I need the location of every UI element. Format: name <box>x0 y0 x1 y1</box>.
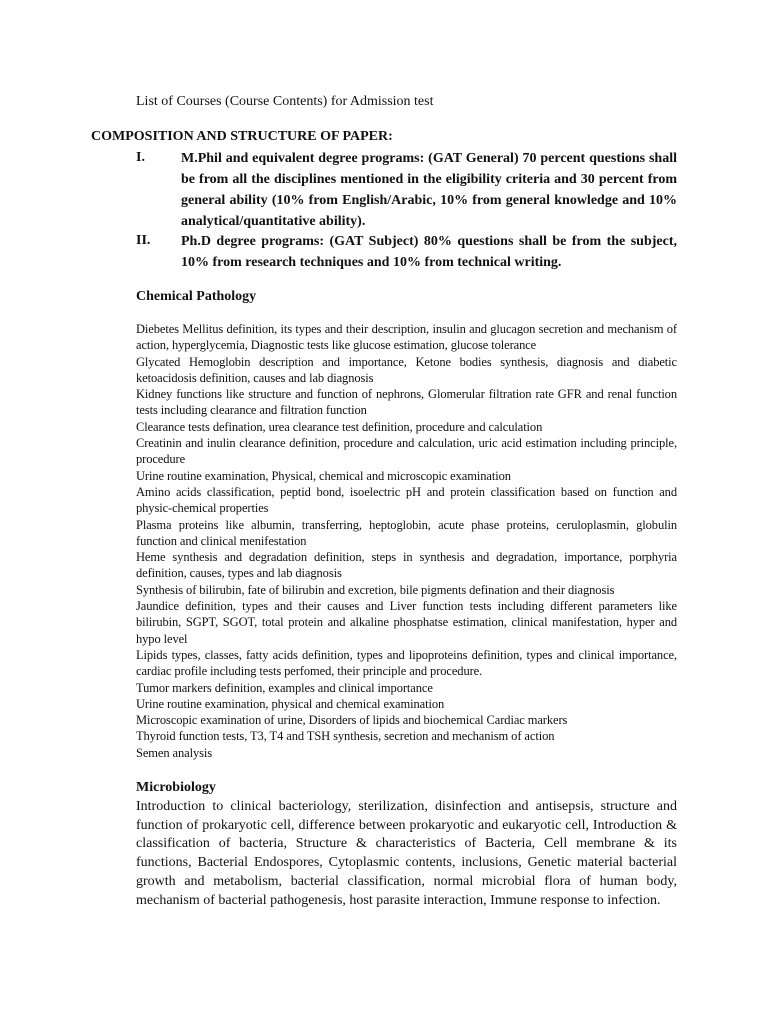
list-item: Clearance tests defination, urea clearance test definition, procedure and calculation <box>136 419 543 434</box>
chemical-pathology-list <box>136 321 677 761</box>
item-numeral: II. <box>136 233 151 248</box>
document-title: List of Courses (Course Contents) for Admission test <box>136 94 434 109</box>
list-item: Urine routine examination, Physical, chemical and microscopic examination <box>136 468 511 483</box>
list-item: Thyroid function tests, T3, T4 and TSH synthesis, secretion and mechanism of action <box>136 729 555 744</box>
list-item: Plasma proteins like albumin, transferring, heptoglobin, acute phase proteins, ceruloplasmin, globulin function and clinical menifestation <box>136 517 677 548</box>
chemical-pathology-heading: Chemical Pathology <box>136 289 257 304</box>
microbiology-text: Introduction to clinical bacteriology, sterilization, disinfection and antisepsis, structure and function of prokaryotic cell, difference between prokaryotic and eukaryotic cell, Introduction & classification of bacteria, Structure & characteristics of Bacteria, Cell membrane & its functions, Bacterial Endospores, Cytoplasmic contents, inclusions, Genetic material bacterial growth and metabolism, bacterial classification, normal microbial flora of human body, mechanism of bacterial pathogenesis, host parasite interaction, Immune response to infection. <box>136 799 677 908</box>
list-item: Diebetes Mellitus definition, its types and their description, insulin and glucagon secretion and mechanism of action, hyperglycemia, Diagnostic tests like glucose estimation, glucose tolerance <box>136 322 677 353</box>
item-numeral: I. <box>136 150 145 165</box>
list-item: Synthesis of bilirubin, fate of bilirubin and excretion, bile pigments defination and their diagnosis <box>136 582 615 597</box>
item-text-phd: Ph.D degree programs: (GAT Subject) 80% questions shall be from the subject, 10% from research techniques and 10% from technical writing. <box>181 234 677 270</box>
list-item: Heme synthesis and degradation definition, steps in synthesis and degradation, importance, porphyria definition, causes, types and lab diagnosis <box>136 550 677 581</box>
composition-heading: COMPOSITION AND STRUCTURE OF PAPER: <box>91 129 393 144</box>
list-item: Microscopic examination of urine, Disorders of lipids and biochemical Cardiac markers <box>136 713 568 728</box>
list-item: Urine routine examination, physical and chemical examination <box>136 696 445 711</box>
list-item: Tumor markers definition, examples and clinical importance <box>136 680 433 695</box>
list-item: Amino acids classification, peptid bond, isoelectric pH and protein classification based on function and physic-chemical properties <box>136 484 677 516</box>
list-item: Creatinin and inulin clearance definition, procedure and calculation, uric acid estimation including principle, procedure <box>136 436 677 467</box>
list-item: Semen analysis <box>136 745 213 760</box>
list-item: Jaundice definition, types and their causes and Liver function tests including different parameters like bilirubin, SGPT, SGOT, total protein and alkaline phosphatse estimation, clinical manifestation, hyper and hypo level <box>136 599 677 646</box>
item-text-mphil: M.Phil and equivalent degree programs: (GAT General) 70 percent questions shall be from all the disciplines mentioned in the eligibility criteria and 30 percent from general ability (10% from English/Arabic, 10% from general knowledge and 10% analytical/quantitative ability). <box>181 151 677 229</box>
list-item: Kidney functions like structure and function of nephrons, Glomerular filtration rate GFR and renal function tests including clearance and filtration function <box>136 387 677 418</box>
microbiology-heading: Microbiology <box>136 780 216 795</box>
list-item: Lipids types, classes, fatty acids definition, types and lipoproteins definition, types and clinical importance, cardiac profile including tests perfomed, their principle and procedure. <box>136 647 677 679</box>
list-item: Glycated Hemoglobin description and importance, Ketone bodies synthesis, diagnosis and diabetic ketoacidosis definition, causes and lab diagnosis <box>136 354 677 385</box>
